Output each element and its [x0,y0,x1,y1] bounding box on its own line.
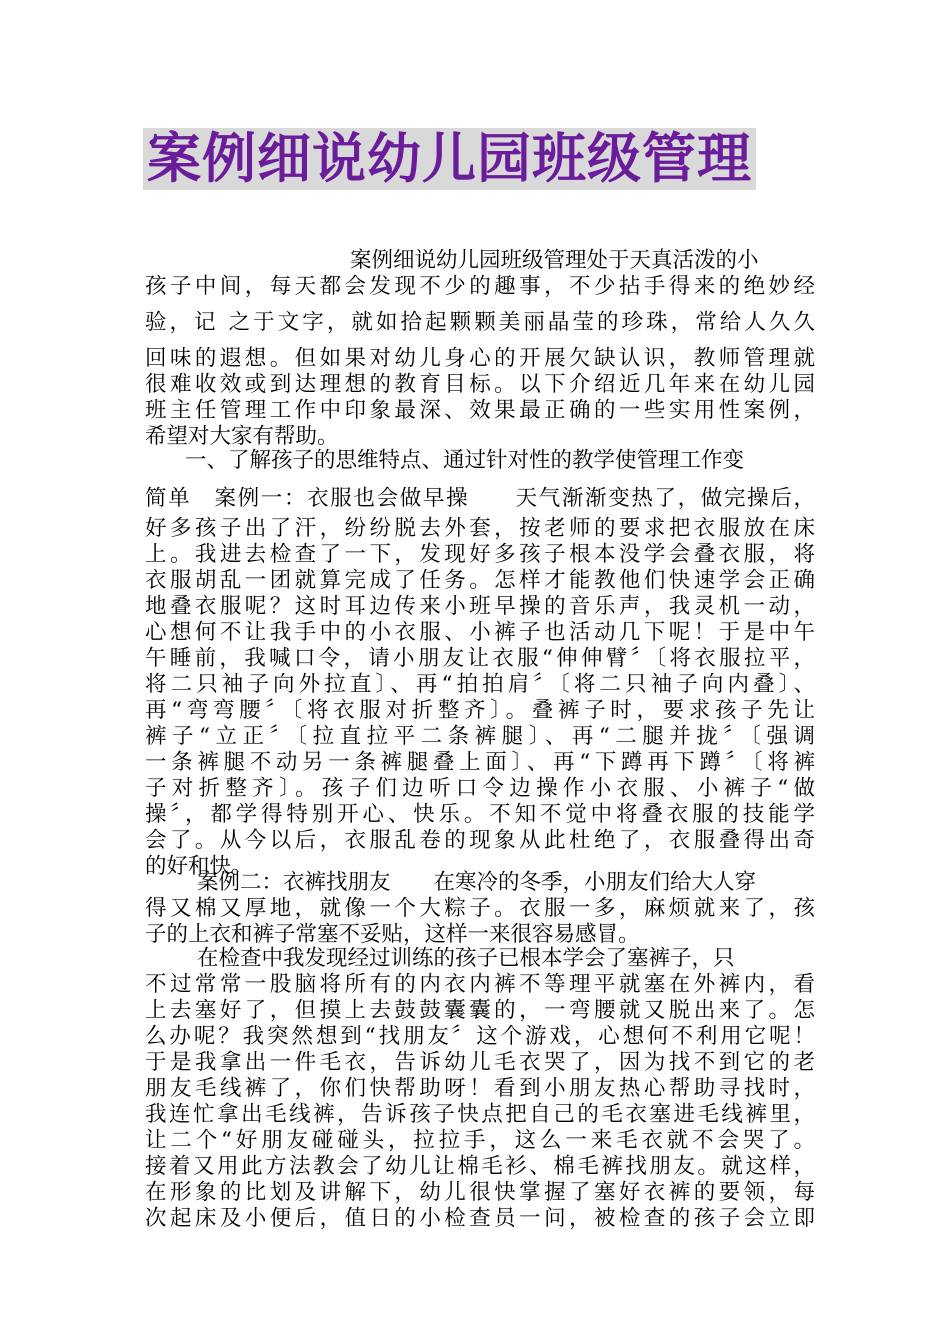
text-line: 在形象的比划及讲解下，幼儿很快掌握了塞好衣裤的要领，每 [145,1180,815,1205]
text-line: 么办呢？我突然想到“找朋友〞这个游戏，心想何不利用它呢！ [145,1024,815,1049]
text-line: 案例二：衣裤找朋友 在寒冷的冬季，小朋友们给大人穿 [197,870,757,895]
text-line: 午睡前，我喊口令，请小朋友让衣服“伸伸臂〞〔将衣服拉平， [145,646,815,671]
title-highlight [143,128,756,190]
text-line: 在检查中我发现经过训练的孩子已根本学会了塞裤子，只 [197,946,735,971]
text-line: 心想何不让我手中的小衣服、小裤子也活动几下呢！于是中午 [145,620,815,645]
text-line: 次起床及小便后，值日的小检查员一问，被检查的孩子会立即 [145,1206,815,1231]
text-line: 上。我进去检查了一下，发现好多孩子根本没学会叠衣服，将 [145,542,815,567]
text-line: 班主任管理工作中印象最深、效果最正确的一些实用性案例， [145,398,815,423]
page-title: 案例细说幼儿园班级管理 [147,127,752,190]
text-line: 希望对大家有帮助。 [145,424,339,449]
intro-paragraph [145,248,815,450]
text-line: 让二个“好朋友碰碰头，拉拉手，这么一来毛衣就不会哭了。 [145,1128,815,1153]
text-line: 子的上衣和裤子常塞不妥贴，这样一来很容易感冒。 [145,922,640,947]
text-line: 会了。从今以后，衣服乱卷的现象从此杜绝了，衣服叠得出奇 [145,828,815,853]
text-line: 一、了解孩子的思维特点、通过针对性的教学使管理工作变 [185,448,745,473]
text-line: 不过常常一股脑将所有的内衣内裤不等理平就塞在外裤内，看 [145,972,815,997]
text-line: 朋友毛线裤了，你们快帮助呀！看到小朋友热心帮助寻找时， [145,1076,815,1101]
text-line: 很难收效或到达理想的教育目标。以下介绍近几年来在幼儿园 [145,372,815,397]
text-line: 简单 案例一：衣服也会做早操 天气渐渐变热了，做完操后， [145,486,815,511]
text-line: 验，记 之于文字，就如拾起颗颗美丽晶莹的珍珠，常给人久久 [145,310,815,335]
text-line: 回味的遐想。但如果对幼儿身心的开展欠缺认识，教师管理就 [145,346,815,371]
text-line: 操〞，都学得特别开心、快乐。不知不觉中将叠衣服的技能学 [145,802,815,827]
text-line: 衣服胡乱一团就算完成了任务。怎样才能教他们快速学会正确 [145,568,815,593]
case-two-paragraph [145,870,815,948]
text-line: 孩子中间，每天都会发现不少的趣事，不少拈手得来的绝妙经 [145,274,815,299]
text-line: 一条裤腿不动另一条裤腿叠上面〕、再“下蹲再下蹲〞〔将裤 [145,750,815,775]
text-line: 地叠衣服呢？这时耳边传来小班早操的音乐声，我灵机一动， [145,594,815,619]
text-line: 接着又用此方法教会了幼儿让棉毛衫、棉毛裤找朋友。就这样， [145,1154,815,1179]
text-line: 好多孩子出了汗，纷纷脱去外套，按老师的要求把衣服放在床 [145,516,815,541]
text-line: 子对折整齐〕。孩子们边听口令边操作小衣服、小裤子“做 [145,776,815,801]
text-line: 将二只袖子向外拉直〕、再“拍拍肩〞〔将二只袖子向内叠〕、 [145,672,815,697]
section-one-heading [145,448,815,512]
text-line: 得又棉又厚地，就像一个大粽子。衣服一多，麻烦就来了，孩 [145,896,815,921]
case-one-paragraph [145,516,815,880]
text-line: 上去塞好了，但摸上去鼓鼓囊囊的，一弯腰就又脱出来了。怎 [145,998,815,1023]
text-line: 的好和快。 [145,854,253,879]
text-line: 我连忙拿出毛线裤，告诉孩子快点把自己的毛衣塞进毛线裤里， [145,1102,815,1127]
text-line: 再“弯弯腰〞〔将衣服对折整齐〕。叠裤子时，要求孩子先让 [145,698,815,723]
text-line: 于是我拿出一件毛衣，告诉幼儿毛衣哭了，因为找不到它的老 [145,1050,815,1075]
text-line: 裤子“立正〞〔拉直拉平二条裤腿〕、再“二腿并拢〞〔强调 [145,724,815,749]
text-line: 案例细说幼儿园班级管理处于天真活泼的小 [350,248,759,273]
case-two-continued-paragraph [145,946,815,1232]
